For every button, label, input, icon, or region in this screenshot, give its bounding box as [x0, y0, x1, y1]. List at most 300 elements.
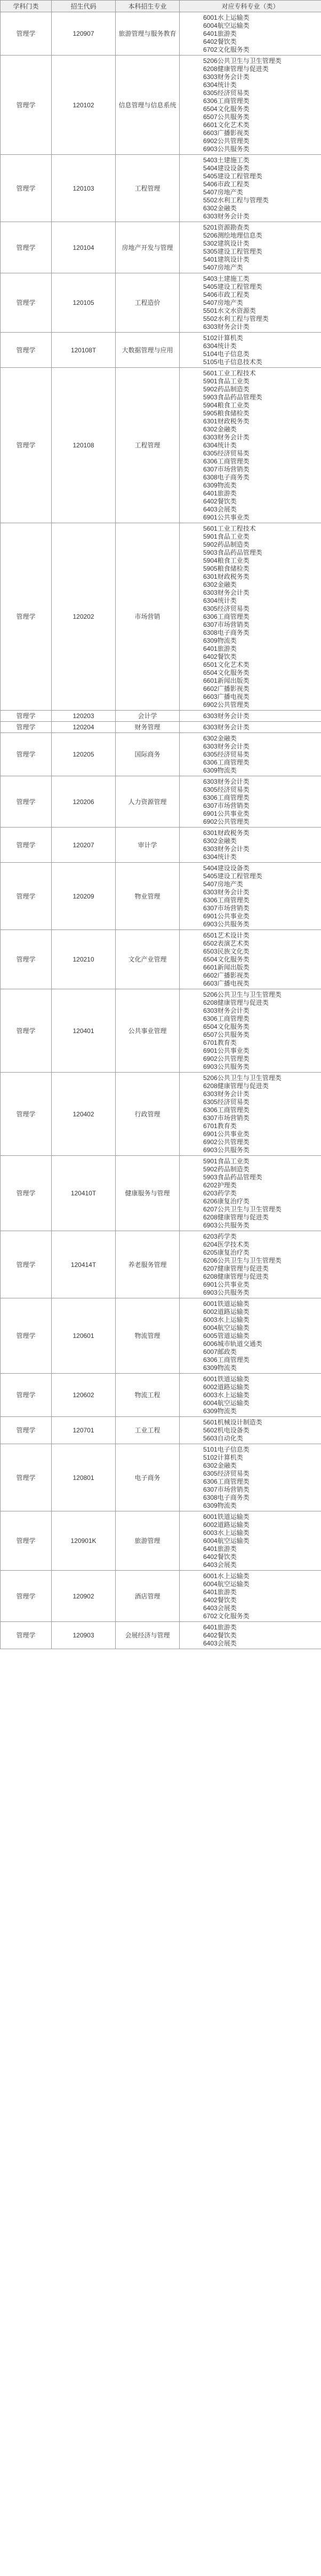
subject-item: 6901公共事业类 — [203, 912, 250, 920]
table-row — [1, 155, 321, 222]
major-cell: 财务管理 — [116, 722, 180, 733]
table-row — [1, 722, 321, 733]
major-cell: 会计学 — [116, 711, 180, 722]
subject-item: 6903公共服务类 — [203, 920, 250, 928]
subject-item: 5201资源勘查类 — [203, 223, 250, 231]
code-cell: 120902 — [52, 1571, 116, 1622]
subjects-cell — [180, 222, 321, 273]
major-cell: 房地产开发与管理 — [116, 222, 180, 273]
table-body — [1, 12, 321, 1649]
subject-item: 6001铁道运输类 — [203, 1375, 250, 1383]
subject-item: 6002道路运输类 — [203, 1521, 250, 1529]
subjects-cell — [180, 1298, 321, 1374]
subject-item: 6901公共事业类 — [203, 513, 250, 521]
subject-item: 6305经济贸易类 — [203, 449, 250, 457]
subjects-cell — [180, 273, 321, 333]
subject-item: 6702文化服务类 — [203, 1612, 250, 1620]
subject-item: 6402餐饮类 — [203, 1631, 237, 1639]
subjects-cell — [180, 711, 321, 722]
header-code: 招生代码 — [52, 1, 116, 12]
subject-item: 6006城市轨道交通类 — [203, 1340, 262, 1348]
subject-item: 6403会展类 — [203, 505, 237, 513]
table-row — [1, 523, 321, 711]
code-cell: 120102 — [52, 56, 116, 155]
subject-item: 6304统计类 — [203, 596, 237, 604]
category-cell: 管理学 — [1, 368, 52, 523]
subject-item: 5104电子信息类 — [203, 350, 250, 358]
subject-item: 6601新闻出版类 — [203, 963, 250, 971]
subject-item: 6504文化服务类 — [203, 1022, 250, 1030]
subject-item: 6402餐饮类 — [203, 652, 237, 660]
subject-item: 5903食品药品管理类 — [203, 1173, 262, 1181]
major-cell: 会展经济与管理 — [116, 1622, 180, 1649]
subject-item: 6402餐饮类 — [203, 1596, 237, 1604]
subject-item: 6208健康管理与促进类 — [203, 998, 269, 1006]
subject-item: 5105电子信息技术类 — [203, 358, 262, 366]
table-row — [1, 863, 321, 930]
table-row — [1, 930, 321, 989]
table-row — [1, 56, 321, 155]
subject-item: 6306工商管理类 — [203, 97, 250, 105]
subject-item: 6402餐饮类 — [203, 497, 237, 505]
subject-item: 5502水利工程与管理类 — [203, 196, 269, 204]
subject-item: 6207公共卫生与卫生管理类 — [203, 1205, 282, 1213]
subject-item: 6702文化服务类 — [203, 45, 250, 53]
code-cell: 120210 — [52, 930, 116, 989]
category-cell: 管理学 — [1, 828, 52, 863]
subject-item: 6401旅游类 — [203, 1588, 237, 1596]
subject-item: 6302金融类 — [203, 734, 237, 742]
subject-item: 6304统计类 — [203, 342, 237, 350]
major-cell: 旅游管理与服务教育 — [116, 12, 180, 56]
subject-item: 5101电子信息类 — [203, 1445, 250, 1453]
major-cell: 工程管理 — [116, 368, 180, 523]
subject-item: 5407房地产类 — [203, 188, 243, 196]
subject-item: 6303财务会计类 — [203, 845, 250, 853]
subject-item: 5302建筑设计类 — [203, 239, 250, 247]
subject-item: 5405建设工程管理类 — [203, 282, 262, 290]
subjects-cell — [180, 56, 321, 155]
subject-item: 6307市场营销类 — [203, 1114, 250, 1122]
category-cell: 管理学 — [1, 1156, 52, 1231]
subject-item: 5407房地产类 — [203, 298, 243, 306]
code-cell: 120108T — [52, 333, 116, 368]
code-cell: 120103 — [52, 155, 116, 222]
major-cell: 信息管理与信息系统 — [116, 56, 180, 155]
subject-item: 5901食品工业类 — [203, 1157, 250, 1165]
subject-item: 6301财政税务类 — [203, 829, 250, 837]
subject-item: 5401建筑设计类 — [203, 255, 250, 263]
subject-item: 6306工商管理类 — [203, 1106, 250, 1114]
code-cell: 120104 — [52, 222, 116, 273]
subject-item: 6401旅游类 — [203, 644, 237, 652]
subject-item: 6203药学类 — [203, 1189, 237, 1197]
subject-item: 6205康复治疗类 — [203, 1248, 250, 1256]
major-cell: 公共事业管理 — [116, 989, 180, 1073]
category-cell: 管理学 — [1, 333, 52, 368]
subject-item: 6309物流类 — [203, 1501, 237, 1509]
subject-item: 6306工商管理类 — [203, 896, 250, 904]
subject-item: 6002道路运输类 — [203, 1383, 250, 1391]
subject-item: 6501文化艺术类 — [203, 660, 250, 668]
subject-item: 6304统计类 — [203, 441, 237, 449]
major-cell: 健康服务与管理 — [116, 1156, 180, 1231]
subject-item: 5905粮食储检类 — [203, 564, 250, 572]
code-cell: 120203 — [52, 711, 116, 722]
subject-item: 5901食品工业类 — [203, 532, 250, 540]
subject-item: 5902药品制造类 — [203, 540, 250, 548]
subjects-cell — [180, 1444, 321, 1511]
subject-item: 5102计算机类 — [203, 334, 243, 342]
subjects-cell — [180, 1511, 321, 1571]
subject-item: 6204医学技术类 — [203, 1240, 250, 1248]
subjects-cell — [180, 1417, 321, 1444]
major-cell: 物业管理 — [116, 863, 180, 930]
subject-item: 6306工商管理类 — [203, 1477, 250, 1485]
subject-item: 6302金融类 — [203, 204, 237, 212]
category-cell: 管理学 — [1, 12, 52, 56]
subject-item: 6309物流类 — [203, 636, 237, 644]
subject-item: 5206测绘地理信息类 — [203, 231, 262, 239]
subject-item: 6302金融类 — [203, 580, 237, 588]
code-cell: 120402 — [52, 1073, 116, 1156]
subject-item: 6303财务会计类 — [203, 777, 250, 785]
subject-item: 5601工业工程技术 — [203, 524, 256, 532]
subject-item: 6504文化服务类 — [203, 668, 250, 676]
subject-item: 6206康复治疗类 — [203, 1197, 250, 1205]
subject-item: 5206公共卫生与卫生管理类 — [203, 1074, 282, 1082]
subject-item: 6401旅游类 — [203, 1623, 237, 1631]
subject-item: 6305经济贸易类 — [203, 1098, 250, 1106]
table-row — [1, 1571, 321, 1622]
subject-item: 6001水上运输类 — [203, 1572, 250, 1580]
category-cell: 管理学 — [1, 1298, 52, 1374]
subject-item: 6601文化艺术类 — [203, 121, 250, 129]
subject-item: 6902公共管理类 — [203, 1138, 250, 1146]
table-row — [1, 711, 321, 722]
category-cell: 管理学 — [1, 1231, 52, 1298]
category-cell: 管理学 — [1, 273, 52, 333]
subject-item: 5403土建施工类 — [203, 156, 250, 164]
code-cell: 120207 — [52, 828, 116, 863]
subject-item: 6303财务会计类 — [203, 888, 250, 896]
subject-item: 6603广播影视类 — [203, 129, 250, 137]
subject-item: 5601工业工程技术 — [203, 369, 256, 377]
subject-item: 5601机械设计制造类 — [203, 1418, 262, 1426]
table-row — [1, 733, 321, 776]
major-cell: 大数据管理与应用 — [116, 333, 180, 368]
subject-item: 6302金融类 — [203, 837, 237, 845]
table-row — [1, 1622, 321, 1649]
category-cell: 管理学 — [1, 930, 52, 989]
subject-item: 5603自动化类 — [203, 1434, 243, 1442]
subject-item: 6701教育类 — [203, 1038, 237, 1046]
table-row — [1, 222, 321, 273]
major-cell: 人力资源管理 — [116, 776, 180, 828]
code-cell: 120601 — [52, 1298, 116, 1374]
subject-item: 5602机电设备类 — [203, 1426, 250, 1434]
table-header-row — [1, 1, 321, 12]
subject-item: 5403土建施工类 — [203, 274, 250, 282]
subject-item: 6003水上运输类 — [203, 1391, 250, 1399]
subject-item: 6306工商管理类 — [203, 793, 250, 801]
table-row — [1, 776, 321, 828]
subject-item: 6309物流类 — [203, 481, 237, 489]
subject-item: 5405建设工程管理类 — [203, 872, 262, 880]
code-cell: 120206 — [52, 776, 116, 828]
subject-item: 6307市场营销类 — [203, 465, 250, 473]
subject-item: 5102计算机类 — [203, 1453, 243, 1461]
subject-item: 6901公共事业类 — [203, 1130, 250, 1138]
subject-item: 6208健康管理与促进类 — [203, 1213, 269, 1221]
subject-item: 6901公共事业类 — [203, 1046, 250, 1054]
subject-item: 6501艺术设计类 — [203, 931, 250, 939]
header-subjects: 对应专科专业（类） — [180, 1, 321, 12]
subject-item: 6402餐饮类 — [203, 1553, 237, 1561]
major-cell: 酒店管理 — [116, 1571, 180, 1622]
subject-item: 6305经济贸易类 — [203, 750, 250, 758]
subject-item: 6307市场营销类 — [203, 801, 250, 809]
category-cell: 管理学 — [1, 711, 52, 722]
subject-item: 6003水上运输类 — [203, 1529, 250, 1537]
table-row — [1, 12, 321, 56]
table-row — [1, 1156, 321, 1231]
subject-item: 5904粮食工业类 — [203, 401, 250, 409]
subject-item: 6309物流类 — [203, 1407, 237, 1415]
code-cell: 120108 — [52, 368, 116, 523]
subjects-cell — [180, 733, 321, 776]
code-cell: 120205 — [52, 733, 116, 776]
subject-item: 6208健康管理与促进类 — [203, 1082, 269, 1090]
major-cell: 工程造价 — [116, 273, 180, 333]
subject-item: 6208健康管理与促进类 — [203, 1272, 269, 1280]
major-cell: 市场营销 — [116, 523, 180, 711]
subject-item: 6603广播电视类 — [203, 692, 250, 700]
category-cell: 管理学 — [1, 56, 52, 155]
subjects-cell — [180, 12, 321, 56]
header-major: 本科招生专业 — [116, 1, 180, 12]
category-cell: 管理学 — [1, 776, 52, 828]
code-cell: 120903 — [52, 1622, 116, 1649]
subject-item: 6303财务会计类 — [203, 1006, 250, 1014]
subjects-cell — [180, 1622, 321, 1649]
major-cell: 文化产业管理 — [116, 930, 180, 989]
category-cell: 管理学 — [1, 722, 52, 733]
subject-item: 5305建设工程管理类 — [203, 247, 262, 255]
subject-item: 5903食品药品管理类 — [203, 393, 262, 401]
subject-item: 6507公共服务类 — [203, 1030, 250, 1038]
table-row — [1, 828, 321, 863]
subjects-cell — [180, 368, 321, 523]
subject-item: 6306工商管理类 — [203, 758, 250, 766]
major-cell: 旅游管理 — [116, 1511, 180, 1571]
subject-item: 5407房地产类 — [203, 263, 243, 271]
subject-item: 6307市场营销类 — [203, 620, 250, 628]
category-cell: 管理学 — [1, 1622, 52, 1649]
subjects-cell — [180, 989, 321, 1073]
major-cell: 审计学 — [116, 828, 180, 863]
subject-item: 6903公共服务类 — [203, 1221, 250, 1229]
code-cell: 120410T — [52, 1156, 116, 1231]
subject-item: 6004航空运输类 — [203, 1324, 250, 1332]
subjects-cell — [180, 333, 321, 368]
subject-item: 6903公共服务类 — [203, 1146, 250, 1154]
subject-item: 6301财政税务类 — [203, 417, 250, 425]
subject-item: 6007邮政类 — [203, 1348, 237, 1356]
table-row — [1, 273, 321, 333]
code-cell: 120401 — [52, 989, 116, 1073]
category-cell: 管理学 — [1, 1073, 52, 1156]
header-category: 学科门类 — [1, 1, 52, 12]
subject-item: 6304统计类 — [203, 81, 237, 89]
table-row — [1, 1073, 321, 1156]
subjects-cell — [180, 776, 321, 828]
major-cell: 行政管理 — [116, 1073, 180, 1156]
subject-item: 5405建设工程管理类 — [203, 172, 262, 180]
subject-item: 6305经济贸易类 — [203, 1469, 250, 1477]
subject-item: 5404建设设备类 — [203, 864, 250, 872]
subject-item: 6303财务会计类 — [203, 433, 250, 441]
table-row — [1, 333, 321, 368]
subject-item: 6602广播影视类 — [203, 684, 250, 692]
table-row — [1, 1511, 321, 1571]
category-cell: 管理学 — [1, 863, 52, 930]
table-row — [1, 368, 321, 523]
subject-item: 6401旅游类 — [203, 1545, 237, 1553]
category-cell: 管理学 — [1, 1374, 52, 1417]
major-cell: 工程管理 — [116, 155, 180, 222]
table-row — [1, 1444, 321, 1511]
major-cell: 工业工程 — [116, 1417, 180, 1444]
subject-item: 6206公共卫生与卫生管理类 — [203, 1256, 282, 1264]
code-cell: 120414T — [52, 1231, 116, 1298]
subjects-cell — [180, 1231, 321, 1298]
subject-item: 6306工商管理类 — [203, 457, 250, 465]
subject-item: 5905粮食储检类 — [203, 409, 250, 417]
subject-item: 6004航空运输类 — [203, 1399, 250, 1407]
code-cell: 120602 — [52, 1374, 116, 1417]
subject-item: 5404建设设备类 — [203, 164, 250, 172]
subject-item: 5407房地产类 — [203, 880, 243, 888]
subject-item: 5501水文水资源类 — [203, 306, 256, 314]
subject-item: 5902药品制造类 — [203, 1165, 250, 1173]
subject-item: 6005管道运输类 — [203, 1332, 250, 1340]
major-cell: 电子商务 — [116, 1444, 180, 1511]
subject-item: 6903公共服务类 — [203, 1062, 250, 1070]
subject-item: 6306工商管理类 — [203, 612, 250, 620]
subject-item: 6303财务会计类 — [203, 322, 250, 330]
subject-item: 6303财务会计类 — [203, 1090, 250, 1098]
subject-item: 6902公共管理类 — [203, 700, 250, 708]
category-cell: 管理学 — [1, 733, 52, 776]
subjects-cell — [180, 828, 321, 863]
subject-item: 6305经济贸易类 — [203, 89, 250, 97]
subject-item: 5206公共卫生与卫生管理类 — [203, 57, 282, 65]
subject-item: 6305经济贸易类 — [203, 604, 250, 612]
subject-item: 6504文化服务类 — [203, 955, 250, 963]
subject-item: 6301财政税务类 — [203, 572, 250, 580]
subjects-cell — [180, 155, 321, 222]
subjects-cell — [180, 1374, 321, 1417]
subject-item: 6207健康管理与促进类 — [203, 1264, 269, 1272]
subject-item: 5901食品工业类 — [203, 377, 250, 385]
major-cell: 物流管理 — [116, 1298, 180, 1374]
table-row — [1, 1231, 321, 1298]
subject-item: 6004航空运输类 — [203, 21, 250, 29]
subject-item: 6303财务会计类 — [203, 212, 250, 220]
subject-item: 6203药学类 — [203, 1232, 237, 1240]
subject-item: 6602广播影视类 — [203, 971, 250, 979]
subject-item: 6001水上运输类 — [203, 13, 250, 21]
category-cell: 管理学 — [1, 523, 52, 711]
subject-item: 6304统计类 — [203, 853, 237, 861]
subject-item: 6306工商管理类 — [203, 1356, 250, 1364]
subject-item: 6403会展类 — [203, 1604, 237, 1612]
category-cell: 管理学 — [1, 1417, 52, 1444]
subject-item: 6303财务会计类 — [203, 723, 250, 731]
subject-item: 6309物流类 — [203, 1364, 237, 1372]
subject-item: 6303财务会计类 — [203, 588, 250, 596]
subject-item: 6003水上运输类 — [203, 1315, 250, 1324]
subject-item: 6302金融类 — [203, 425, 237, 433]
subject-item: 6308电子商务类 — [203, 473, 250, 481]
subject-item: 6308电子商务类 — [203, 628, 250, 636]
subject-item: 6601新闻出版类 — [203, 676, 250, 684]
code-cell: 120209 — [52, 863, 116, 930]
major-cell: 物流工程 — [116, 1374, 180, 1417]
subject-item: 6903公共服务类 — [203, 1288, 250, 1296]
category-cell: 管理学 — [1, 1511, 52, 1571]
subjects-cell — [180, 1571, 321, 1622]
major-cell: 国际商务 — [116, 733, 180, 776]
category-cell: 管理学 — [1, 1571, 52, 1622]
subject-item: 6308电子商务类 — [203, 1493, 250, 1501]
subject-item: 6303财务会计类 — [203, 712, 250, 720]
subject-item: 6503民族文化类 — [203, 947, 250, 955]
subject-item: 6004航空运输类 — [203, 1537, 250, 1545]
subject-item: 6309物流类 — [203, 766, 237, 774]
subject-item: 5502水利工程与管理类 — [203, 314, 269, 322]
subject-item: 6401旅游类 — [203, 489, 237, 497]
table-row — [1, 989, 321, 1073]
subject-item: 6004航空运输类 — [203, 1580, 250, 1588]
subject-item: 6903公共服务类 — [203, 145, 250, 153]
subject-item: 6502表演艺术类 — [203, 939, 250, 947]
category-cell: 管理学 — [1, 222, 52, 273]
code-cell: 120701 — [52, 1417, 116, 1444]
subject-item: 5903食品药品管理类 — [203, 548, 262, 556]
table-row — [1, 1417, 321, 1444]
subject-item: 6001铁道运输类 — [203, 1299, 250, 1307]
subject-item: 6306工商管理类 — [203, 1014, 250, 1022]
subject-item: 6001铁道运输类 — [203, 1512, 250, 1521]
subject-item: 6902公共管理类 — [203, 817, 250, 825]
subject-item: 5902药品制造类 — [203, 385, 250, 393]
category-cell: 管理学 — [1, 155, 52, 222]
subjects-cell — [180, 722, 321, 733]
subject-item: 6307市场营销类 — [203, 904, 250, 912]
subject-item: 6002道路运输类 — [203, 1307, 250, 1315]
subject-item: 6603广播电视类 — [203, 979, 250, 987]
category-cell: 管理学 — [1, 1444, 52, 1511]
subject-item: 6901公共事业类 — [203, 1280, 250, 1288]
subject-item: 6701教育类 — [203, 1122, 237, 1130]
major-cell: 养老服务管理 — [116, 1231, 180, 1298]
subject-item: 6402餐饮类 — [203, 37, 237, 45]
category-cell: 管理学 — [1, 989, 52, 1073]
subjects-cell — [180, 863, 321, 930]
subject-item: 6305经济贸易类 — [203, 785, 250, 793]
